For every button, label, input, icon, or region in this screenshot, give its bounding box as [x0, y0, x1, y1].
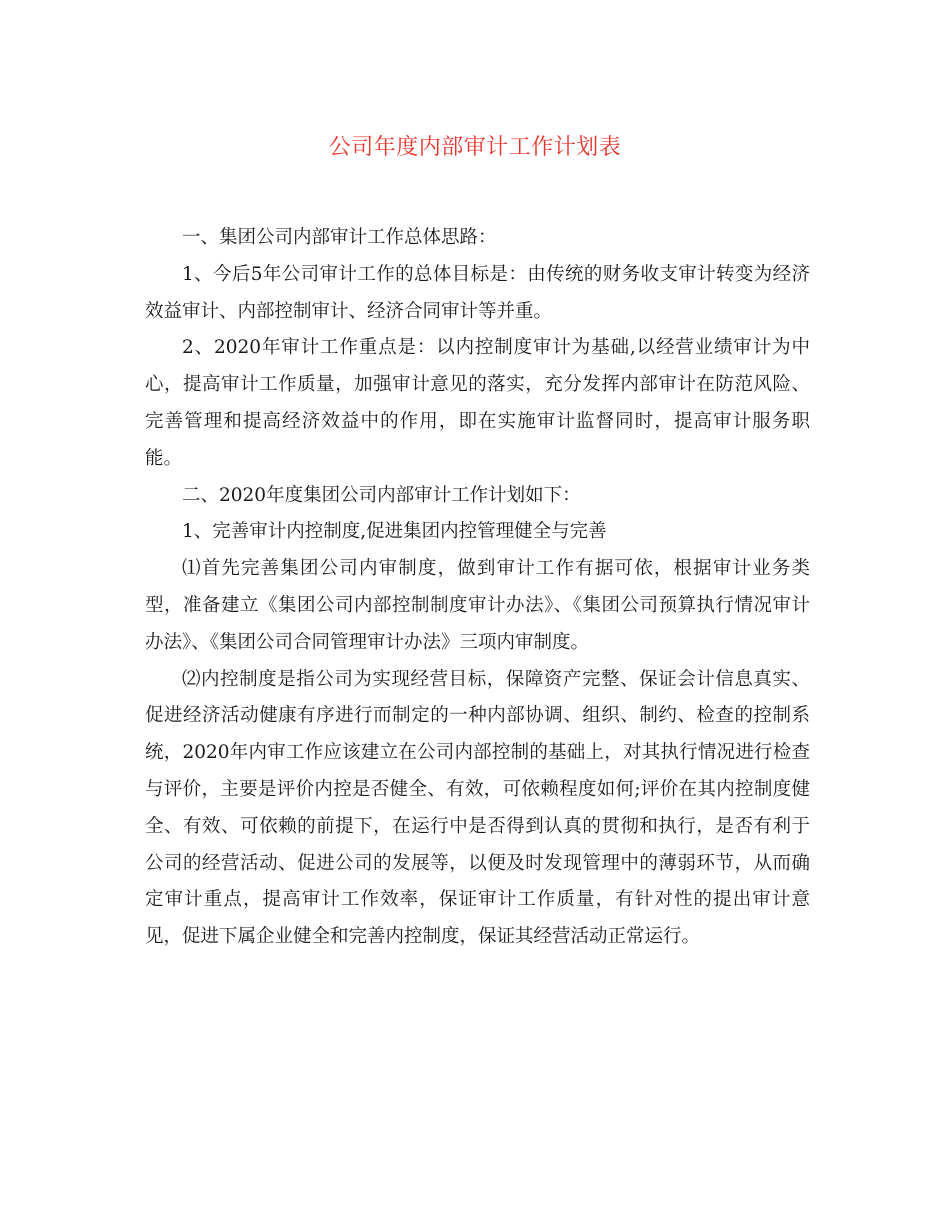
paragraph-goal: 1、今后5年公司审计工作的总体目标是：由传统的财务收支审计转变为经济效益审计、内部控制审计、经济合同审计等并重。 [145, 263, 810, 322]
section-heading-overview: 一、集团公司内部审计工作总体思路： [182, 227, 497, 248]
document-title: 公司年度内部审计工作计划表 [328, 135, 622, 160]
section-heading-plan: 二、2020年度集团公司内部审计工作计划如下： [182, 484, 581, 506]
paragraph-item-2: ⑵内控制度是指公司为实现经营目标，保障资产完整、保证会计信息真实、促进经济活动健康有序进行而制定的一种内部协调、组织、制约、检查的控制系统，2020年内审工作应该建立在公司内部控制的基础上，对其执行情况进行检查与评价，主要是评价内控是否健全、有效，可依赖程度如何;评价在其内控制度健全、有效、可依赖的前提下，在运行中是否得到认真的贯彻和执行，是否有利于公司的经营活动、促进公司的发展等，以便及时发现管理中的薄弱环节，从而确定审计重点，提高审计工作效率，保证审计工作质量，有针对性的提出审计意见，促进下属企业健全和完善内控制度，保证其经营活动正常运行。 [145, 668, 810, 948]
paragraph-item-1: ⑴首先完善集团公司内审制度，做到审计工作有据可依，根据审计业务类型，准备建立《集团公司内部控制制度审计办法》、《集团公司预算执行情况审计办法》、《集团公司合同管理审计办法》三项内审制度。 [145, 558, 810, 653]
subsection-heading-internal-control: 1、完善审计内控制度,促进集团内控管理健全与完善 [182, 521, 607, 543]
document-body [145, 220, 810, 956]
paragraph-focus: 2、2020年审计工作重点是：以内控制度审计为基础,以经营业绩审计为中心，提高审计工作质量，加强审计意见的落实，充分发挥内部审计在防范风险、完善管理和提高经济效益中的作用，即在实施审计监督同时，提高审计服务职能。 [145, 337, 810, 469]
